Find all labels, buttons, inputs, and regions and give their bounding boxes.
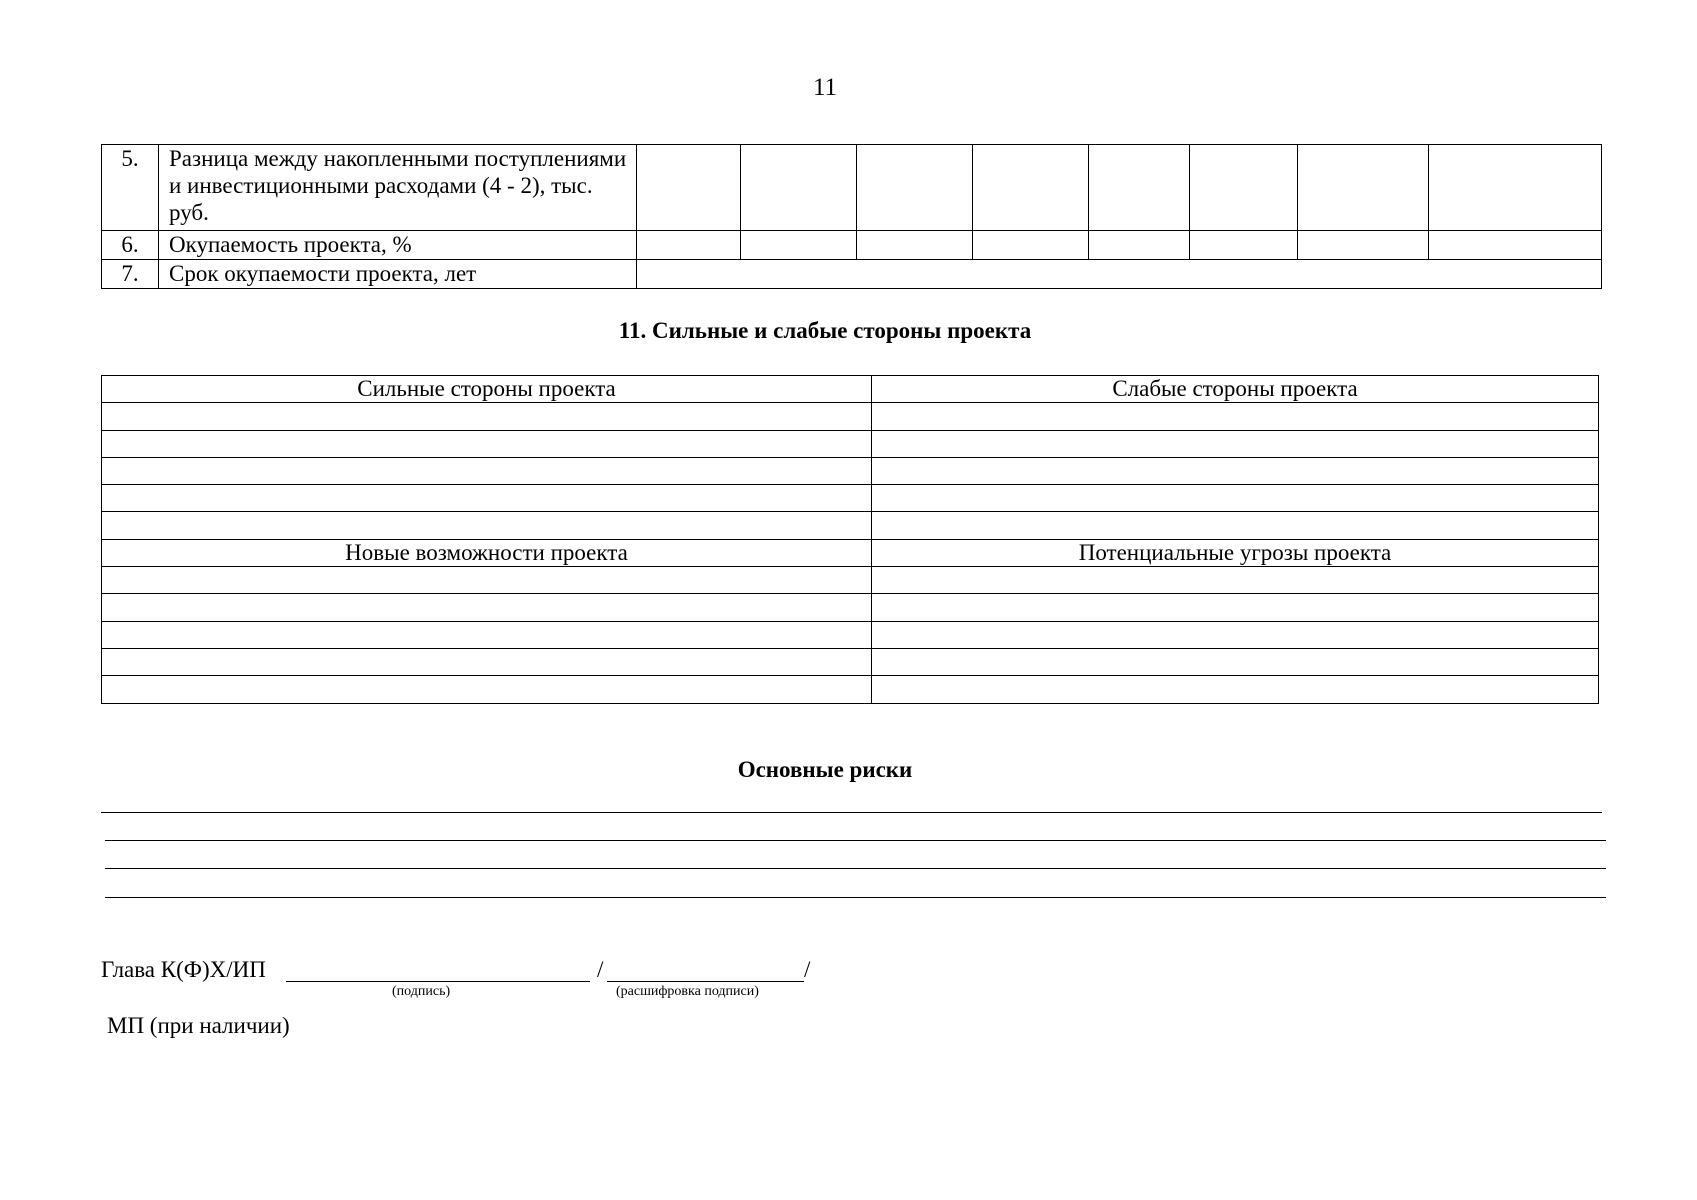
opportunities-cell [102, 567, 872, 594]
slash-separator: / [597, 957, 604, 982]
section-title: 11. Сильные и слабые стороны проекта [618, 318, 1032, 343]
page-number: 11 [812, 74, 838, 101]
value-cell [857, 231, 973, 260]
value-cell [741, 145, 857, 231]
table-row [102, 676, 1599, 703]
row-label: Срок окупаемости проекта, лет [159, 260, 637, 289]
seal-label: МП (при наличии) [107, 1013, 290, 1038]
table-row [102, 231, 1602, 260]
threats-cell [872, 594, 1599, 621]
weaknesses-cell [872, 403, 1599, 430]
table-row [102, 260, 1602, 289]
table-row [102, 621, 1599, 648]
slash-separator: / [804, 957, 811, 982]
risk-line [105, 897, 1606, 898]
swot-table [101, 375, 1599, 704]
head-signature-label: Глава К(Ф)Х/ИП [101, 957, 266, 982]
strengths-cell [102, 430, 872, 457]
threats-cell [872, 567, 1599, 594]
value-cell [1190, 145, 1298, 231]
table-row [102, 567, 1599, 594]
table-row [102, 648, 1599, 675]
strengths-cell [102, 485, 872, 512]
value-cell [1089, 145, 1190, 231]
table-row [102, 430, 1599, 457]
threats-cell [872, 621, 1599, 648]
risk-line [105, 868, 1606, 869]
table-row [102, 512, 1599, 539]
row-number: 5. [102, 145, 159, 231]
opportunities-header: Новые возможности проекта [102, 539, 872, 566]
table-row [102, 145, 1602, 231]
value-cell [1429, 145, 1602, 231]
value-cell [1298, 231, 1429, 260]
row-number: 6. [102, 231, 159, 260]
table-row [102, 539, 1599, 566]
weaknesses-cell [872, 512, 1599, 539]
opportunities-cell [102, 676, 872, 703]
strengths-header: Сильные стороны проекта [102, 376, 872, 403]
value-cell [741, 231, 857, 260]
threats-cell [872, 676, 1599, 703]
table-row [102, 485, 1599, 512]
value-cell [1429, 231, 1602, 260]
decoding-caption: (расшифровка подписи) [616, 984, 759, 999]
table-row [102, 376, 1599, 403]
table-row [102, 457, 1599, 484]
signature-line [286, 981, 590, 982]
risk-line [101, 812, 1602, 813]
finance-table [101, 144, 1602, 289]
value-cell [973, 145, 1089, 231]
value-cell [973, 231, 1089, 260]
weaknesses-cell [872, 485, 1599, 512]
threats-cell [872, 648, 1599, 675]
strengths-cell [102, 457, 872, 484]
weaknesses-cell [872, 457, 1599, 484]
value-cell [637, 145, 741, 231]
signature-decoding-line [607, 981, 804, 982]
table-row [102, 594, 1599, 621]
threats-header: Потенциальные угрозы проекта [872, 539, 1599, 566]
opportunities-cell [102, 621, 872, 648]
row-number: 7. [102, 260, 159, 289]
opportunities-cell [102, 594, 872, 621]
strengths-cell [102, 512, 872, 539]
opportunities-cell [102, 648, 872, 675]
value-cell [637, 231, 741, 260]
risks-title: Основные риски [737, 757, 913, 782]
signature-caption: (подпись) [392, 984, 451, 999]
row-label: Окупаемость проекта, % [159, 231, 637, 260]
value-cell [1089, 231, 1190, 260]
row-label: Разница между накопленными поступлениями и инвестиционными расходами (4 - 2), тыс. руб. [159, 145, 637, 231]
risk-line [105, 840, 1606, 841]
merged-value-cell [637, 260, 1602, 289]
value-cell [1298, 145, 1429, 231]
weaknesses-header: Слабые стороны проекта [872, 376, 1599, 403]
strengths-cell [102, 403, 872, 430]
value-cell [1190, 231, 1298, 260]
value-cell [857, 145, 973, 231]
weaknesses-cell [872, 430, 1599, 457]
table-row [102, 403, 1599, 430]
